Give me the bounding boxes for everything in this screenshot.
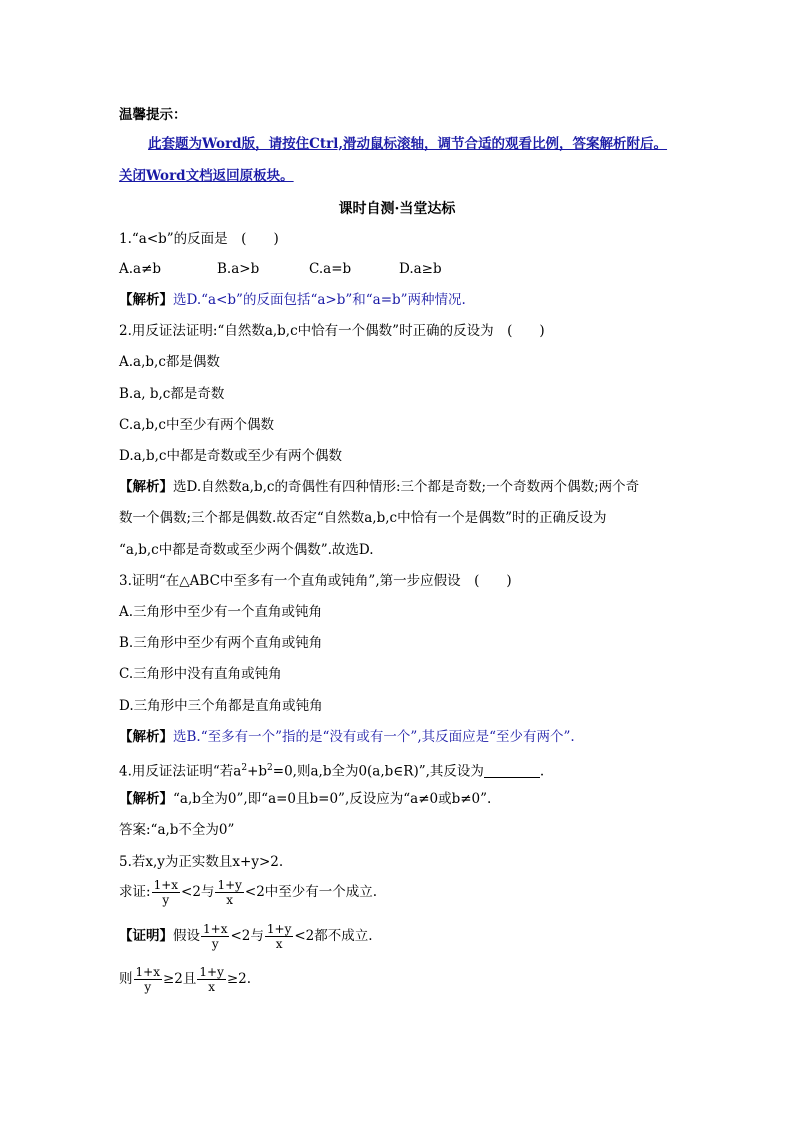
frac-denominator: x	[208, 980, 215, 994]
q1-options	[119, 259, 442, 279]
q4-stem-b: +b	[247, 763, 268, 780]
frac-denominator: y	[162, 893, 170, 907]
then-text-end: ≥2.	[226, 971, 252, 987]
assume-text: 假设	[173, 928, 200, 944]
q1-option-d: D.a≥b	[399, 261, 442, 277]
q5-stem: 5.若x,y为正实数且x+y>2.	[119, 854, 284, 870]
frac-denominator: x	[275, 937, 283, 951]
analysis-text: 选D.自然数a,b,c的奇偶性有四种情形:三个都是奇数;一个奇数两个偶数;两个奇	[173, 479, 640, 495]
analysis-text: 选B.“至多有一个”指的是“没有或有一个”,其反面应是“至少有两个”.	[173, 729, 575, 745]
analysis-tag: 【解析】	[119, 292, 173, 308]
q4-stem	[119, 758, 544, 782]
q3-option-d: D.三角形中三个角都是直角或钝角	[119, 698, 323, 714]
q2-option-d: D.a,b,c中都是奇数或至少有两个偶数	[119, 448, 342, 464]
q2-analysis-3: “a,b,c中都是奇数或至少两个偶数”.故选D.	[119, 542, 374, 558]
q2-option-a: A.a,b,c都是偶数	[119, 354, 220, 370]
q2-option-b: B.a, b,c都是奇数	[119, 386, 225, 402]
analysis-text: “a,b全为0”,即“a=0且b=0”,反设应为“a≠0或b≠0”.	[173, 791, 492, 807]
tip-line-2: 关闭Word文档返回原板块。	[119, 168, 294, 184]
frac-numerator: 1+y	[217, 878, 242, 892]
fraction-1-plus-x-over-y	[201, 922, 229, 951]
answer-blank	[484, 763, 540, 778]
frac-denominator: y	[144, 980, 152, 994]
tip-title: 温馨提示：	[119, 107, 187, 123]
section-heading: 课时自测·当堂达标	[338, 201, 456, 217]
q2-analysis-2: 数一个偶数;三个都是偶数.故否定“自然数a,b,c中恰有一个是偶数”时的正确反设为	[119, 510, 607, 526]
frac-numerator: 1+x	[153, 878, 179, 892]
fraction-1-plus-y-over-x	[197, 965, 225, 994]
q1-analysis	[119, 290, 466, 310]
tip-line-1: 此套题为Word版，请按住Ctrl,滑动鼠标滚轴，调节合适的观看比例，答案解析附后。	[148, 136, 668, 152]
q5-proof	[119, 920, 373, 952]
fraction-1-plus-x-over-y	[134, 965, 162, 994]
q4-stem-a: 4.用反证法证明“若a	[119, 763, 242, 780]
q4-stem-c: =0,则a,b全为0(a,b∈R)”,其反设为	[272, 763, 484, 780]
then-text-mid: ≥2且	[162, 971, 197, 987]
analysis-tag: 【解析】	[119, 729, 173, 745]
fraction-1-plus-x-over-y	[152, 878, 180, 907]
assume-text-2: <2都不成立.	[294, 928, 373, 944]
q4-sup-2: 2	[267, 763, 273, 773]
q4-stem-end: .	[539, 763, 545, 780]
prove-text-1: <2与	[181, 884, 215, 900]
then-text: 则	[119, 971, 133, 987]
q1-option-a: A.a≠b	[119, 261, 162, 277]
frac-numerator: 1+y	[199, 965, 224, 979]
q1-option-b: B.a>b	[217, 261, 260, 277]
analysis-tag: 【解析】	[119, 791, 173, 807]
fraction-1-plus-y-over-x	[215, 878, 243, 907]
q2-option-c: C.a,b,c中至少有两个偶数	[119, 417, 274, 433]
q2-stem: 2.用反证法证明:“自然数a,b,c中恰有一个偶数”时正确的反设为 ( )	[119, 323, 545, 339]
q5-prove	[119, 876, 377, 908]
prove-label: 求证:	[119, 884, 151, 900]
q4-analysis	[119, 789, 491, 809]
frac-denominator: x	[226, 893, 234, 907]
frac-numerator: 1+y	[266, 922, 292, 936]
analysis-text: 选D.“a<b”的反面包括“a>b”和“a=b”两种情况.	[173, 292, 466, 308]
q1-option-c: C.a=b	[309, 261, 352, 277]
q3-option-a: A.三角形中至少有一个直角或钝角	[119, 604, 323, 620]
q3-option-c: C.三角形中没有直角或钝角	[119, 666, 282, 682]
q3-stem: 3.证明“在△ABC中至多有一个直角或钝角”,第一步应假设 ( )	[119, 573, 512, 589]
q2-analysis-1	[119, 477, 639, 497]
q5-then	[119, 963, 251, 995]
q4-answer: 答案:“a,b不全为0”	[119, 822, 235, 838]
q3-option-b: B.三角形中至少有两个直角或钝角	[119, 635, 323, 651]
q4-sup-1: 2	[241, 763, 248, 773]
q3-analysis	[119, 727, 575, 747]
q1-stem: 1.“a<b”的反面是 ( )	[119, 231, 279, 247]
analysis-tag: 【解析】	[119, 479, 173, 495]
frac-denominator: y	[211, 937, 219, 951]
prove-text-2: <2中至少有一个成立.	[244, 884, 378, 900]
frac-numerator: 1+x	[135, 965, 160, 979]
frac-numerator: 1+x	[203, 922, 228, 936]
proof-tag: 【证明】	[119, 928, 173, 944]
assume-text-1: <2与	[230, 928, 264, 944]
fraction-1-plus-y-over-x	[265, 922, 293, 951]
